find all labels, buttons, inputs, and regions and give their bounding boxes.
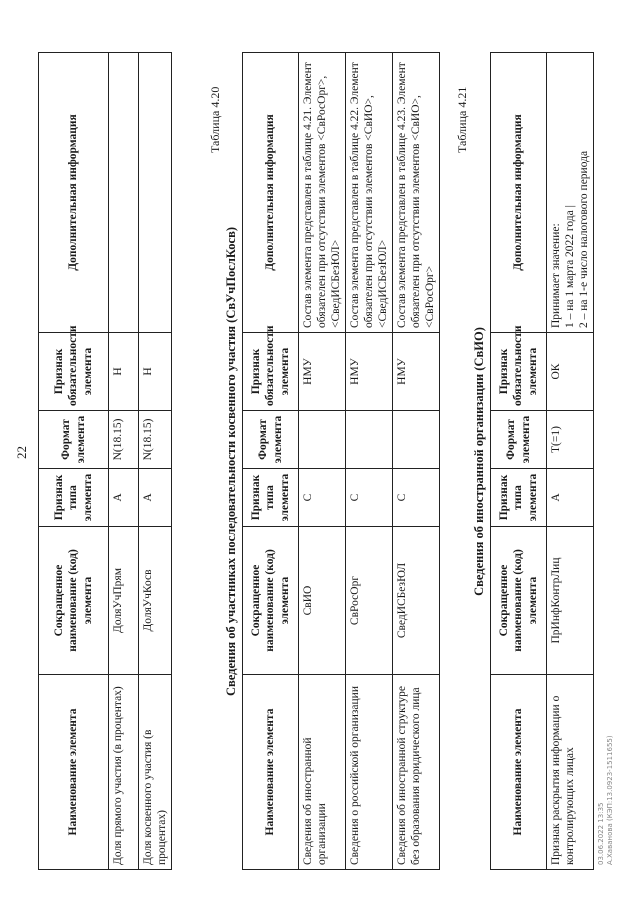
cell-info: Состав элемента представлен в таблице 4.23. Элемент обязателен при отсутствии элементов <СвИО>, <СвРосОрг> bbox=[393, 53, 440, 333]
table-row bbox=[139, 53, 172, 870]
cell-mandatory: НМУ bbox=[346, 333, 393, 411]
cell-short: ДоляУчКосв bbox=[139, 527, 172, 675]
header-name: Наименование элемента bbox=[39, 675, 109, 870]
cell-type: А bbox=[109, 469, 139, 527]
cell-format bbox=[299, 411, 346, 469]
cell-type: А bbox=[547, 469, 594, 527]
cell-type: С bbox=[346, 469, 393, 527]
header-format: Формат элемента bbox=[39, 411, 109, 469]
header-format: Формат элемента bbox=[491, 411, 547, 469]
cell-format bbox=[346, 411, 393, 469]
table-header-row bbox=[243, 53, 299, 870]
cell-type: А bbox=[139, 469, 172, 527]
header-short: Сокращенное наименование (код) элемента bbox=[39, 527, 109, 675]
cell-short: СведИСБезЮЛ bbox=[393, 527, 440, 675]
cell-short: ДоляУчПрям bbox=[109, 527, 139, 675]
cell-info: Принимает значение: 1 – на 1 марта 2022 года | 2 – на 1-е число налогового периода bbox=[547, 53, 594, 333]
cell-mandatory: Н bbox=[109, 333, 139, 411]
cell-mandatory: Н bbox=[139, 333, 172, 411]
cell-name: Доля прямого участия (в процентах) bbox=[109, 675, 139, 870]
cell-info bbox=[109, 53, 139, 333]
cell-info bbox=[139, 53, 172, 333]
signature-stamp bbox=[597, 735, 615, 865]
header-mandatory: Признак обязательности элемента bbox=[491, 333, 547, 411]
cell-type: С bbox=[299, 469, 346, 527]
cell-short: СвИО bbox=[299, 527, 346, 675]
cell-short: ПрИнфКонтрЛиц bbox=[547, 527, 594, 675]
cell-mandatory: НМУ bbox=[393, 333, 440, 411]
header-format: Формат элемента bbox=[243, 411, 299, 469]
table-row bbox=[393, 53, 440, 870]
cell-format bbox=[393, 411, 440, 469]
table-row bbox=[547, 53, 594, 870]
stamp-signer: А.Хаванова (КЭП:13.0923-1511655) bbox=[605, 735, 614, 865]
cell-name: Сведения о российской организации bbox=[346, 675, 393, 870]
header-info: Дополнительная информация bbox=[39, 53, 109, 333]
header-mandatory: Признак обязательности элемента bbox=[39, 333, 109, 411]
header-type: Признак типа элемента bbox=[39, 469, 109, 527]
cell-name: Доля косвенного участия (в процентах) bbox=[139, 675, 172, 870]
cell-name: Сведения об иностранной структуре без образования юридического лица bbox=[393, 675, 440, 870]
header-name: Наименование элемента bbox=[243, 675, 299, 870]
cell-format: Т(=1) bbox=[547, 411, 594, 469]
table-indirect-participation bbox=[242, 52, 440, 870]
header-info: Дополнительная информация bbox=[243, 53, 299, 333]
cell-format: N(18.15) bbox=[109, 411, 139, 469]
header-short: Сокращенное наименование (код) элемента bbox=[243, 527, 299, 675]
cell-type: С bbox=[393, 469, 440, 527]
cell-name: Сведения об иностранной организации bbox=[299, 675, 346, 870]
table-title: Сведения об участниках последовательности косвенного участия (СвУчПослКосв) bbox=[224, 226, 238, 697]
header-mandatory: Признак обязательности элемента bbox=[243, 333, 299, 411]
table-header-row bbox=[491, 53, 547, 870]
table-number: Таблица 4.20 bbox=[208, 86, 222, 153]
header-info: Дополнительная информация bbox=[491, 53, 547, 333]
table-row bbox=[346, 53, 393, 870]
table-header-row bbox=[39, 53, 109, 870]
cell-name: Признак раскрытия информации о контролирующих лицах bbox=[547, 675, 594, 870]
header-short: Сокращенное наименование (код) элемента bbox=[491, 527, 547, 675]
stamp-date: 03.06.2022 13:35 bbox=[597, 802, 605, 865]
header-type: Признак типа элемента bbox=[491, 469, 547, 527]
table-ownership-shares bbox=[38, 52, 172, 870]
cell-mandatory: НМУ bbox=[299, 333, 346, 411]
cell-format: N(18.15) bbox=[139, 411, 172, 469]
table-row bbox=[109, 53, 139, 870]
cell-short: СвРосОрг bbox=[346, 527, 393, 675]
cell-info: Состав элемента представлен в таблице 4.21. Элемент обязателен при отсутствии элементов <СвРосОрг>, <СведИСБезЮЛ> bbox=[299, 53, 346, 333]
table-foreign-organization bbox=[490, 52, 594, 870]
page-number: 22 bbox=[14, 446, 29, 459]
cell-mandatory: ОК bbox=[547, 333, 594, 411]
header-name: Наименование элемента bbox=[491, 675, 547, 870]
table-number: Таблица 4.21 bbox=[455, 86, 469, 153]
cell-info: Состав элемента представлен в таблице 4.22. Элемент обязателен при отсутствии элементов <СвИО>, <СведИСБезЮЛ> bbox=[346, 53, 393, 333]
table-row bbox=[299, 53, 346, 870]
header-type: Признак типа элемента bbox=[243, 469, 299, 527]
table-title: Сведения об иностранной организации (СвИО) bbox=[472, 327, 486, 596]
